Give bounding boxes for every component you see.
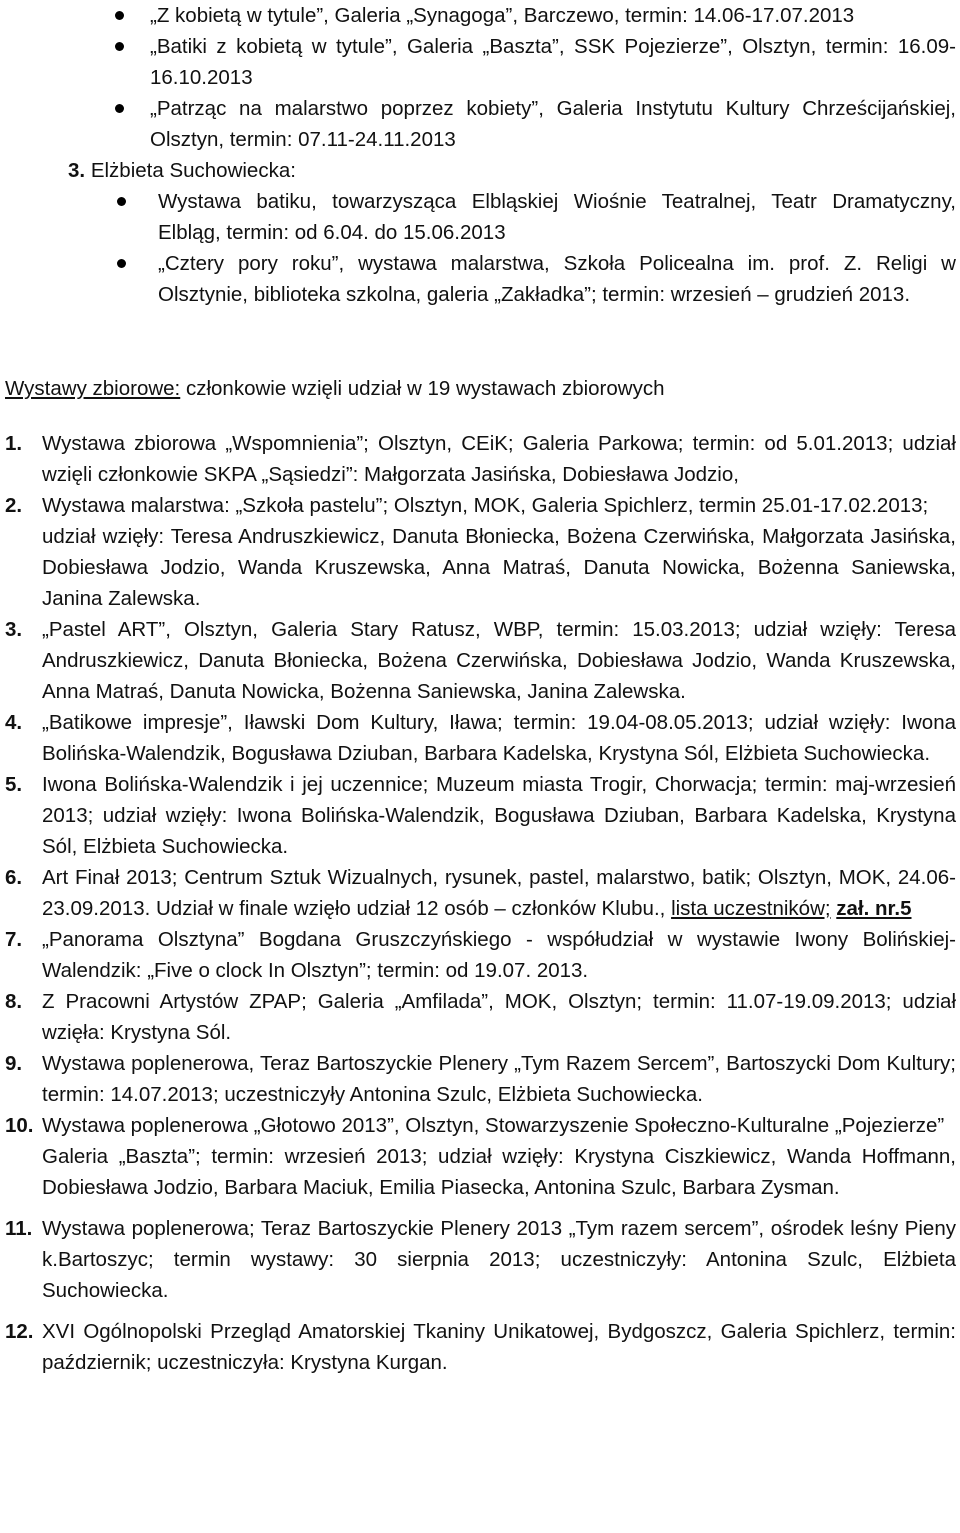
item-number: 12. [5,1320,34,1343]
item-text: Iwona Bolińska-Walendzik i jej uczennice; Muzeum miasta Trogir, Chorwacja; termin: maj-wrzesień 2013; udział wzięły: Iwona Bolińska-Walendzik, Bogusława Dziuban, Barbara Kadelska, Krystyna Sól, Elżbieta Suchowiecka. [42,773,956,858]
list-item [158,248,956,310]
spacer [0,1203,960,1213]
list-item [0,428,956,490]
item-text: „Panorama Olsztyna” Bogdana Gruszczyńskiego - współudział w wystawie Iwony Bolińskiej-Walendzik: „Five o clock In Olsztyn”; termin: od 19.07. 2013. [42,928,956,982]
list-item [0,1110,956,1203]
item-text: Art Finał 2013; Centrum Sztuk Wizualnych, rysunek, pastel, malarstwo, batik; Olsztyn, MOK, 24.06-23.09.2013. Udział w finale wzięło udział 12 osób – członków Klubu., [42,866,956,920]
item-number: 3. [5,618,23,641]
item-number: 1. [5,432,23,455]
item-number: 10. [5,1114,34,1137]
list-item [0,1048,956,1110]
item-text: XVI Ogólnopolski Przegląd Amatorskiej Tkaniny Unikatowej, Bydgoszcz, Galeria Spichlerz, termin: październik; uczestniczyła: Krystyna Kurgan. [42,1320,956,1374]
bullet-text: „Cztery pory roku”, wystawa malarstwa, Szkoła Policealna im. prof. Z. Religi w Olsztynie, biblioteka szkolna, galeria „Zakładka”; termin: wrzesień – grudzień 2013. [158,252,956,306]
item-text: Wystawa malarstwa: „Szkoła pastelu”; Olsztyn, MOK, Galeria Spichlerz, termin 25.01-17.02.2013; [42,494,929,517]
item-text: Galeria „Baszta”; termin: wrzesień 2013; udział wzięły: Krystyna Ciszkiewicz, Wanda Hoffmann, Dobiesława Jodzio, Barbara Maciuk, Emilia Piasecka, Antonina Szulc, Barbara Zysman. [42,1145,956,1199]
section-name: Elżbieta Suchowiecka: [90,159,296,182]
list-item [0,924,956,986]
list-item [0,769,956,862]
group-exhibitions-heading [5,373,955,404]
item-text: „Batikowe impresje”, Iławski Dom Kultury, Iława; termin: 19.04-08.05.2013; udział wzięły: Iwona Bolińska-Walendzik, Bogusława Dziuban, Barbara Kadelska, Krystyna Sól, Elżbieta Suchowiecka. [42,711,956,765]
item-number: 4. [5,711,23,734]
item-text: Wystawa poplenerowa, Teraz Bartoszyckie Plenery „Tym Razem Sercem”, Bartoszycki Dom Kultury; termin: 14.07.2013; uczestniczyły Antonina Szulc, Elżbieta Suchowiecka. [42,1052,956,1106]
numbered-list [0,428,960,1378]
item-number: 8. [5,990,23,1013]
bullet-text: Wystawa batiku, towarzysząca Elbląskiej Wiośnie Teatralnej, Teatr Dramatyczny, Elbląg, termin: od 6.04. do 15.06.2013 [158,190,956,244]
list-item [150,93,956,155]
item-number: 9. [5,1052,23,1075]
item-number: 7. [5,928,23,951]
item-text: Wystawa poplenerowa; Teraz Bartoszyckie Plenery 2013 „Tym razem sercem”, ośrodek leśny Pieny k.Bartoszyc; termin wystawy: 30 sierpnia 2013; uczestniczyły: Antonina Szulc, Elżbieta Suchowiecka. [42,1217,956,1302]
list-item [150,31,956,93]
list-item [0,862,956,924]
item-number: 5. [5,773,23,796]
spacer [0,1306,960,1316]
item-text: udział wzięły: Teresa Andruszkiewicz, Danuta Błoniecka, Bożena Czerwińska, Małgorzata Jasińska, Dobiesława Jodzio, Wanda Kruszewska, Anna Matraś, Danuta Nowicka, Bożenna Saniewska, Janina Zalewska. [42,525,956,610]
heading-label: Wystawy zbiorowe: [5,377,181,400]
list-item [0,707,956,769]
bullet-text: „Z kobietą w tytule”, Galeria „Synagoga”, Barczewo, termin: 14.06-17.07.2013 [150,4,855,27]
item-text: Wystawa poplenerowa „Głotowo 2013”, Olsztyn, Stowarzyszenie Społeczno-Kulturalne „Pojezierze” [42,1114,945,1137]
heading-intro: członkowie wzięli udział w 19 wystawach zbiorowych [185,377,665,400]
item-number: 2. [5,494,23,517]
item-text: „Pastel ART”, Olsztyn, Galeria Stary Ratusz, WBP, termin: 15.03.2013; udział wzięły: Teresa Andruszkiewicz, Danuta Błoniecka, Bożena Czerwińska, Dobiesława Jodzio, Wanda Kruszewska, Anna Matraś, Danuta Nowicka, Bożenna Saniewska, Janina Zalewska. [42,618,956,703]
bullet-text: „Patrząc na malarstwo poprzez kobiety”, Galeria Instytutu Kultury Chrześcijańskiej, Olsztyn, termin: 07.11-24.11.2013 [150,97,956,151]
item-text: Wystawa zbiorowa „Wspomnienia”; Olsztyn, CEiK; Galeria Parkowa; termin: od 5.01.2013; udział wzięli członkowie SKPA „Sąsiedzi”: Małgorzata Jasińska, Dobiesława Jodzio, [42,432,956,486]
attachment-ref: zał. nr.5 [836,897,912,920]
list-item [158,186,956,248]
item-text: Z Pracowni Artystów ZPAP; Galeria „Amfilada”, MOK, Olsztyn; termin: 11.07-19.09.2013; udział wzięła: Krystyna Sól. [42,990,956,1044]
section-heading [68,155,296,186]
list-item [0,614,956,707]
bullet-text: „Batiki z kobietą w tytule”, Galeria „Baszta”, SSK Pojezierze”, Olsztyn, termin: 16.09-16.10.2013 [150,35,956,89]
item-number: 6. [5,866,23,889]
list-item [150,0,956,31]
item-number: 11. [5,1217,33,1240]
list-item [0,490,956,614]
list-item [0,1213,956,1306]
list-item [0,1316,956,1378]
participants-list-link[interactable]: lista uczestników; [671,897,831,920]
section-number: 3. [68,159,86,182]
list-item [0,986,956,1048]
